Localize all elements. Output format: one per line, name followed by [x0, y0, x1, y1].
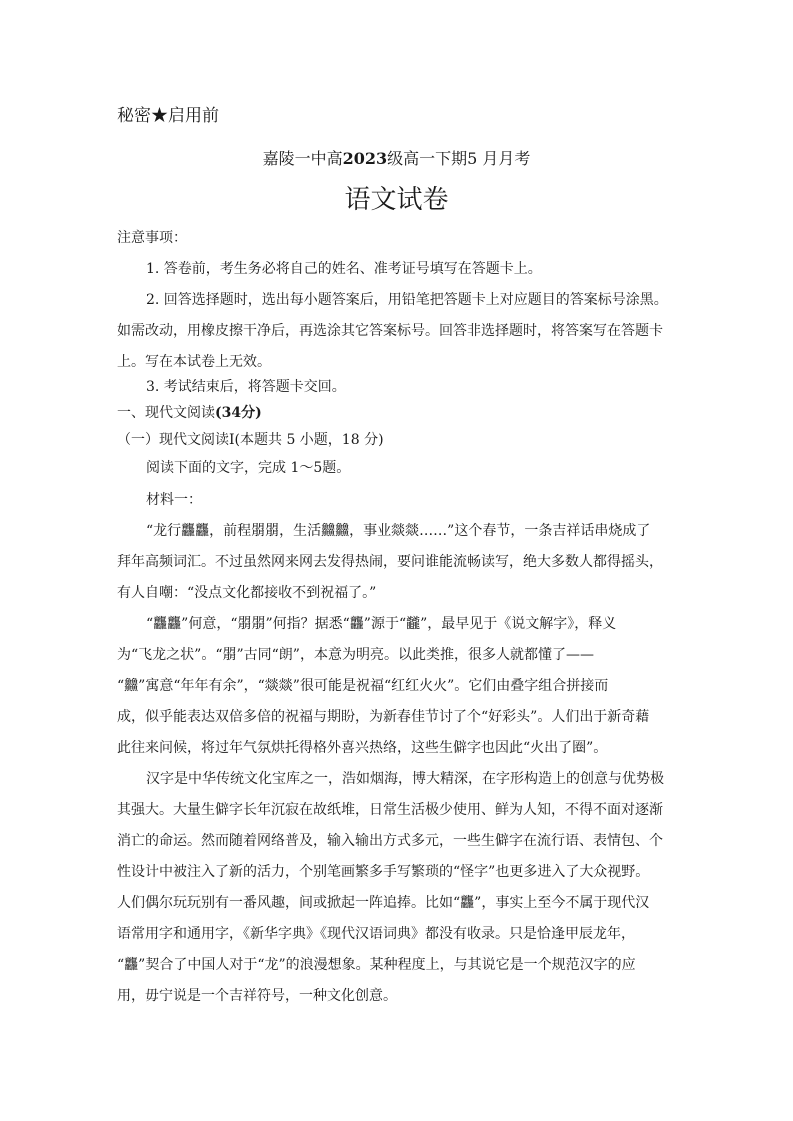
passage-line: 拜年高频词汇。不过虽然网来网去发得热闹，要问谁能流畅读写，绝大多数人都得摇头， — [117, 554, 663, 570]
passage-line: 性设计中被注入了新的活力，个别笔画繁多手写繁琐的“怪字”也更多进入了大众视野。 — [117, 864, 650, 880]
material-label: 材料一： — [146, 492, 202, 508]
exam-title — [0, 148, 793, 170]
passage-line: 人们偶尔玩玩别有一番风趣，间或掀起一阵追捧。比如“龘”，事实上至今不属于现代汉 — [117, 895, 650, 911]
passage-line: 消亡的命运。然而随着网络普及，输入输出方式多元，一些生僻字在流行语、表情包、个 — [117, 833, 663, 849]
passage-line: 用，毋宁说是一个吉祥符号，一种文化创意。 — [117, 988, 397, 1004]
passage-line: 汉字是中华传统文化宝库之一，浩如烟海，博大精深，在字形构造上的创意与优势极 — [146, 771, 664, 787]
passage-line: “龙行龘龘，前程朤朤，生活䲜䲜，事业燚燚……”这个春节，一条吉祥话串烧成了 — [146, 523, 651, 539]
passage-line: “䲜”寓意“年年有余”，“燚燚”很可能是祝福“红红火火”。它们由叠字组合拼接而 — [117, 678, 609, 694]
passage-line: 语常用字和通用字，《新华字典》《现代汉语词典》都没有收录。只是恰逢甲辰龙年， — [117, 926, 635, 942]
passage-line: 成，似乎能表达双倍多倍的祝福与期盼，为新春佳节讨了个“好彩头”。人们出于新奇藉 — [117, 709, 650, 725]
notice-heading: 注意事项： — [117, 230, 187, 246]
passage-line: “龘龘”何意，“朤朤”何指？据悉“龘”源于“龖”，最早见于《说文解字》，释义 — [146, 616, 617, 632]
passage-line: 其强大。大量生僻字长年沉寂在故纸堆，日常生活极少使用、鲜为人知，不得不面对逐渐 — [117, 802, 663, 818]
notice-line-2: 2. 回答选择题时，选出每小题答案后，用铅笔把答题卡上对应题目的答案标号涂黑。 — [146, 292, 668, 308]
notice-line-1: 1. 答卷前，考生务必将自己的姓名、准考证号填写在答题卡上。 — [146, 261, 542, 277]
exam-title-year: 2023 — [342, 149, 388, 168]
section-heading-score: (34分) — [215, 405, 262, 421]
passage-line: “龘”契合了中国人对于“龙”的浪漫想象。某种程度上，与其说它是一个规范汉字的应 — [117, 957, 636, 973]
sub-section-heading: （一）现代文阅读Ⅰ(本题共 5 小题，18 分) — [117, 432, 384, 448]
exam-title-prefix: 嘉陵一中高 — [262, 149, 343, 168]
section-heading-text: 一、现代文阅读 — [117, 405, 215, 421]
subject-title: 语文试卷 — [344, 185, 449, 215]
passage-line: 此往来问候，将过年气氛烘托得格外喜兴热络，这些生僻字也因此“火出了圈”。 — [117, 740, 608, 756]
passage-line: 有人自嘲：“没点文化都接收不到祝福了。” — [117, 585, 377, 601]
secret-mark: 秘密★启用前 — [117, 106, 219, 126]
passage-line: 为“飞龙之状”。“朤”古同“朗”，本意为明亮。以此类推，很多人就都懂了—— — [117, 647, 594, 663]
notice-line-5: 3. 考试结束后，将答题卡交回。 — [146, 379, 346, 395]
notice-line-4: 上。写在本试卷上无效。 — [117, 354, 271, 370]
reading-instruction: 阅读下面的文字，完成 1～5题。 — [146, 460, 351, 476]
exam-title-suffix: 级高一下期5 月月考 — [387, 149, 531, 168]
section-heading — [117, 404, 262, 422]
notice-line-3: 如需改动，用橡皮擦干净后，再选涂其它答案标号。回答非选择题时，将答案写在答题卡 — [117, 323, 663, 339]
